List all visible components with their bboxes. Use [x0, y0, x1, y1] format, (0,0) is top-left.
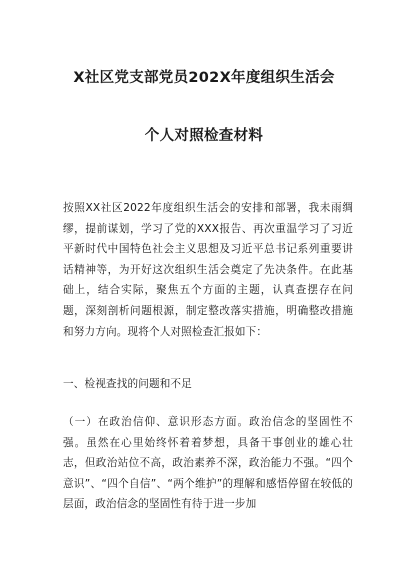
intro-paragraph — [63, 198, 353, 342]
section-paragraph-text: （一）在政治信仰、意识形态方面。政治信念的坚固性不强。虽然在心里始终怀着着梦想，具备干事创业的雄心壮志，但政治站位不高，政治素养不深，政治能力不强。“四个意识”、“四个自信”、“两个维护”的理解和感悟停留在较低的层面，政治信念的坚固性有待于进一步加 — [63, 416, 353, 511]
section-heading — [63, 374, 353, 395]
section-heading-text: 一、检视查找的问题和不足 — [63, 378, 192, 390]
intro-paragraph-text: 按照XX社区2022年度组织生活会的安排和部署，我未雨绸缪，提前谋划，学习了党的XXX报告、再次重温学习了习近平新时代中国特色社会主义思想及习近平总书记系列重要讲话精神等，为开好这次组织生活会奠定了先决条件。在此基础上，结合实际，聚焦五个方面的主题，认真查摆存在问题，深刻剖析问题根源，制定整改落实措施，明确整改措施和努力方向。现将个人对照检查汇报如下： — [63, 202, 353, 338]
document-subtitle: 个人对照检查材料 — [144, 128, 264, 144]
section-paragraph — [63, 412, 353, 515]
document-title: X社区党支部党员202X年度组织生活会 — [73, 70, 335, 86]
